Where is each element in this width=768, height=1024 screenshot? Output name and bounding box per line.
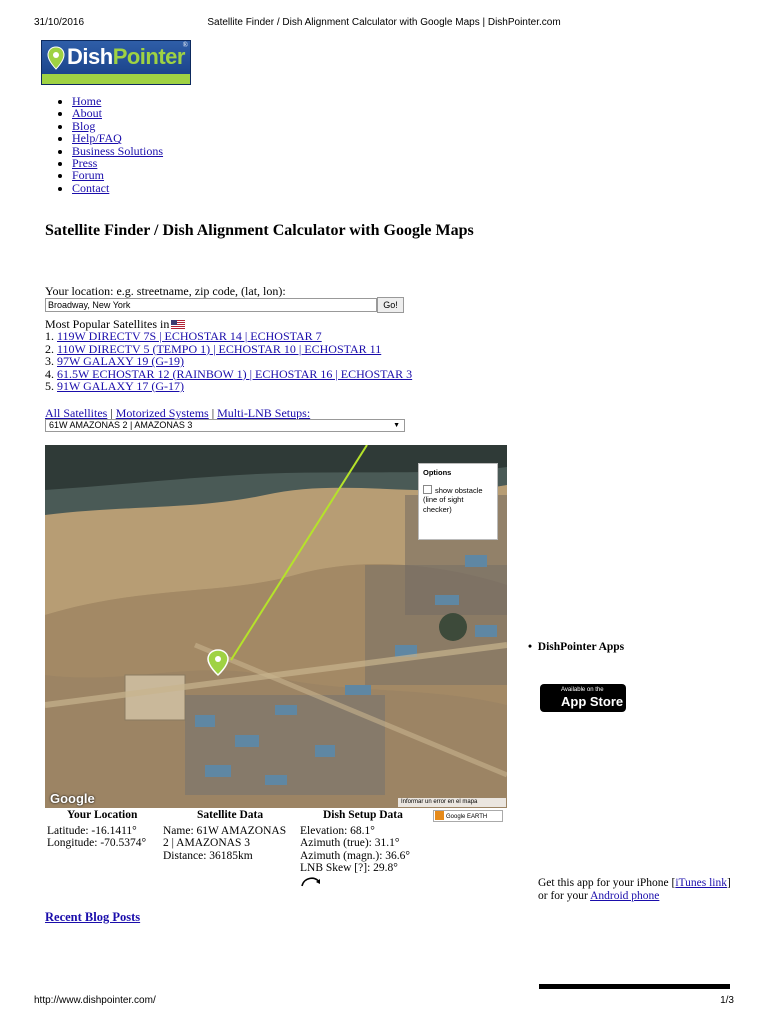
popular-item-num: 3. bbox=[45, 354, 54, 369]
app-text-pre: Get this app for your iPhone [ bbox=[538, 877, 676, 889]
nav-link-home[interactable]: Home bbox=[72, 94, 102, 108]
app-text-mid: ] or for your bbox=[538, 877, 731, 902]
popular-item-link[interactable]: 61.5W ECHOSTAR 12 (RAINBOW 1) | ECHOSTAR 16 | ECHOSTAR 3 bbox=[57, 366, 413, 381]
print-page-title: Satellite Finder / Dish Alignment Calculator with Google Maps | DishPointer.com bbox=[207, 17, 561, 28]
multi-lnb-link[interactable]: Multi-LNB Setups: bbox=[217, 406, 311, 420]
print-date: 31/10/2016 bbox=[34, 17, 85, 28]
popular-item-num: 2. bbox=[45, 341, 54, 356]
logo-pointer-text: Pointer bbox=[112, 44, 185, 69]
obstacle-option[interactable] bbox=[423, 485, 493, 515]
nav-link-blog[interactable]: Blog bbox=[72, 118, 96, 133]
logo-stripe bbox=[42, 74, 190, 84]
app-store-line2: App Store bbox=[561, 694, 624, 709]
your-location-heading: Your Location bbox=[67, 809, 138, 821]
popular-item-link[interactable]: 110W DIRECTV 5 (TEMPO 1) | ECHOSTAR 10 | ECHOSTAR 11 bbox=[57, 341, 382, 356]
motorized-systems-link[interactable]: Motorized Systems bbox=[115, 406, 209, 420]
logo-registered-mark: ® bbox=[182, 41, 188, 49]
footer-url: http://www.dishpointer.com/ bbox=[34, 995, 156, 1006]
popular-item-num: 4. bbox=[45, 366, 54, 381]
azimuth-true-value: Azimuth (true): 31.1° bbox=[300, 837, 400, 850]
apps-heading: • DishPointer Apps bbox=[528, 641, 625, 653]
link-separator: | bbox=[107, 406, 116, 420]
popular-item-num: 5. bbox=[45, 379, 54, 394]
rotate-arrow-icon bbox=[300, 874, 322, 888]
location-label: Your location: e.g. streetname, zip code, (lat, lon): bbox=[45, 284, 286, 298]
options-title: Options bbox=[423, 468, 452, 477]
satellite-data-heading: Satellite Data bbox=[197, 809, 264, 821]
nav-item-contact bbox=[72, 182, 163, 194]
logo-pin-icon bbox=[46, 46, 66, 70]
dropdown-arrow-icon: ▼ bbox=[393, 422, 400, 429]
dish-setup-heading: Dish Setup Data bbox=[323, 809, 403, 821]
map-options-panel bbox=[418, 463, 498, 540]
us-flag-icon bbox=[171, 320, 185, 329]
obstacle-label: show obstacle (line of sight checker) bbox=[423, 485, 483, 514]
popular-satellites bbox=[45, 318, 412, 392]
popular-heading: Most Popular Satellites in bbox=[45, 317, 170, 331]
app-store-badge[interactable] bbox=[540, 684, 626, 712]
satellite-data-values bbox=[163, 825, 286, 862]
google-logo: Google bbox=[50, 791, 95, 806]
app-download-text bbox=[538, 877, 738, 903]
link-separator: | bbox=[208, 406, 218, 420]
popular-item-num: 1. bbox=[45, 329, 54, 344]
satellite-select-value: 61W AMAZONAS 2 | AMAZONAS 3 bbox=[49, 420, 193, 430]
nav-link-help[interactable]: Help/FAQ bbox=[72, 131, 122, 146]
azimuth-magn-value: Azimuth (magn.): 36.6° bbox=[300, 849, 410, 862]
itunes-link[interactable]: iTunes link bbox=[675, 877, 728, 889]
latitude-value: Latitude: -16.1411° bbox=[47, 825, 137, 837]
nav-link-press[interactable]: Press bbox=[72, 156, 98, 171]
nav-link-contact[interactable]: Contact bbox=[72, 180, 110, 195]
popular-item-link[interactable]: 91W GALAXY 17 (G-17) bbox=[57, 379, 184, 394]
satellite-name-value: Name: 61W AMAZONAS bbox=[163, 825, 287, 837]
logo-dish-text: Dish bbox=[67, 44, 113, 69]
distance-value: Distance: 36185km bbox=[163, 849, 253, 862]
nav-link-about[interactable]: About bbox=[72, 106, 102, 121]
page-title: Satellite Finder / Dish Alignment Calculator with Google Maps bbox=[45, 222, 474, 239]
elevation-value: Elevation: 68.1° bbox=[300, 825, 375, 837]
popular-item-link[interactable]: 119W DIRECTV 7S | ECHOSTAR 14 | ECHOSTAR 7 bbox=[57, 329, 322, 344]
dish-setup-values bbox=[300, 825, 410, 875]
dishpointer-logo[interactable] bbox=[41, 40, 191, 85]
google-earth-icon bbox=[435, 811, 444, 820]
map-error-link[interactable]: Informar un error en el mapa bbox=[398, 798, 506, 807]
footer-scrollbar bbox=[539, 984, 730, 989]
lnb-skew-value: LNB Skew [?]: 29.8° bbox=[300, 862, 398, 875]
go-button[interactable]: Go! bbox=[377, 297, 404, 313]
obstacle-checkbox[interactable] bbox=[423, 485, 432, 494]
your-location-values bbox=[47, 825, 146, 850]
android-link[interactable]: Android phone bbox=[590, 890, 660, 902]
recent-blog-posts-link[interactable]: Recent Blog Posts bbox=[45, 910, 141, 924]
popular-item-link[interactable]: 97W GALAXY 19 (G-19) bbox=[57, 354, 184, 369]
popular-item bbox=[45, 380, 412, 392]
app-store-line1: Available on the bbox=[561, 687, 604, 693]
main-nav bbox=[54, 95, 163, 194]
footer-page-number: 1/3 bbox=[720, 995, 734, 1006]
nav-link-forum[interactable]: Forum bbox=[72, 168, 105, 183]
longitude-value: Longitude: -70.5374° bbox=[47, 837, 147, 850]
satellite-select[interactable] bbox=[45, 419, 405, 432]
all-satellites-link[interactable]: All Satellites bbox=[45, 406, 108, 420]
apps-heading-text: DishPointer Apps bbox=[537, 641, 625, 653]
google-earth-label: Google EARTH bbox=[446, 814, 488, 820]
satellite-name-value-cont: 2 | AMAZONAS 3 bbox=[163, 837, 250, 850]
location-input[interactable] bbox=[45, 298, 377, 312]
nav-link-business[interactable]: Business Solutions bbox=[72, 143, 164, 158]
google-earth-button[interactable] bbox=[433, 810, 503, 822]
